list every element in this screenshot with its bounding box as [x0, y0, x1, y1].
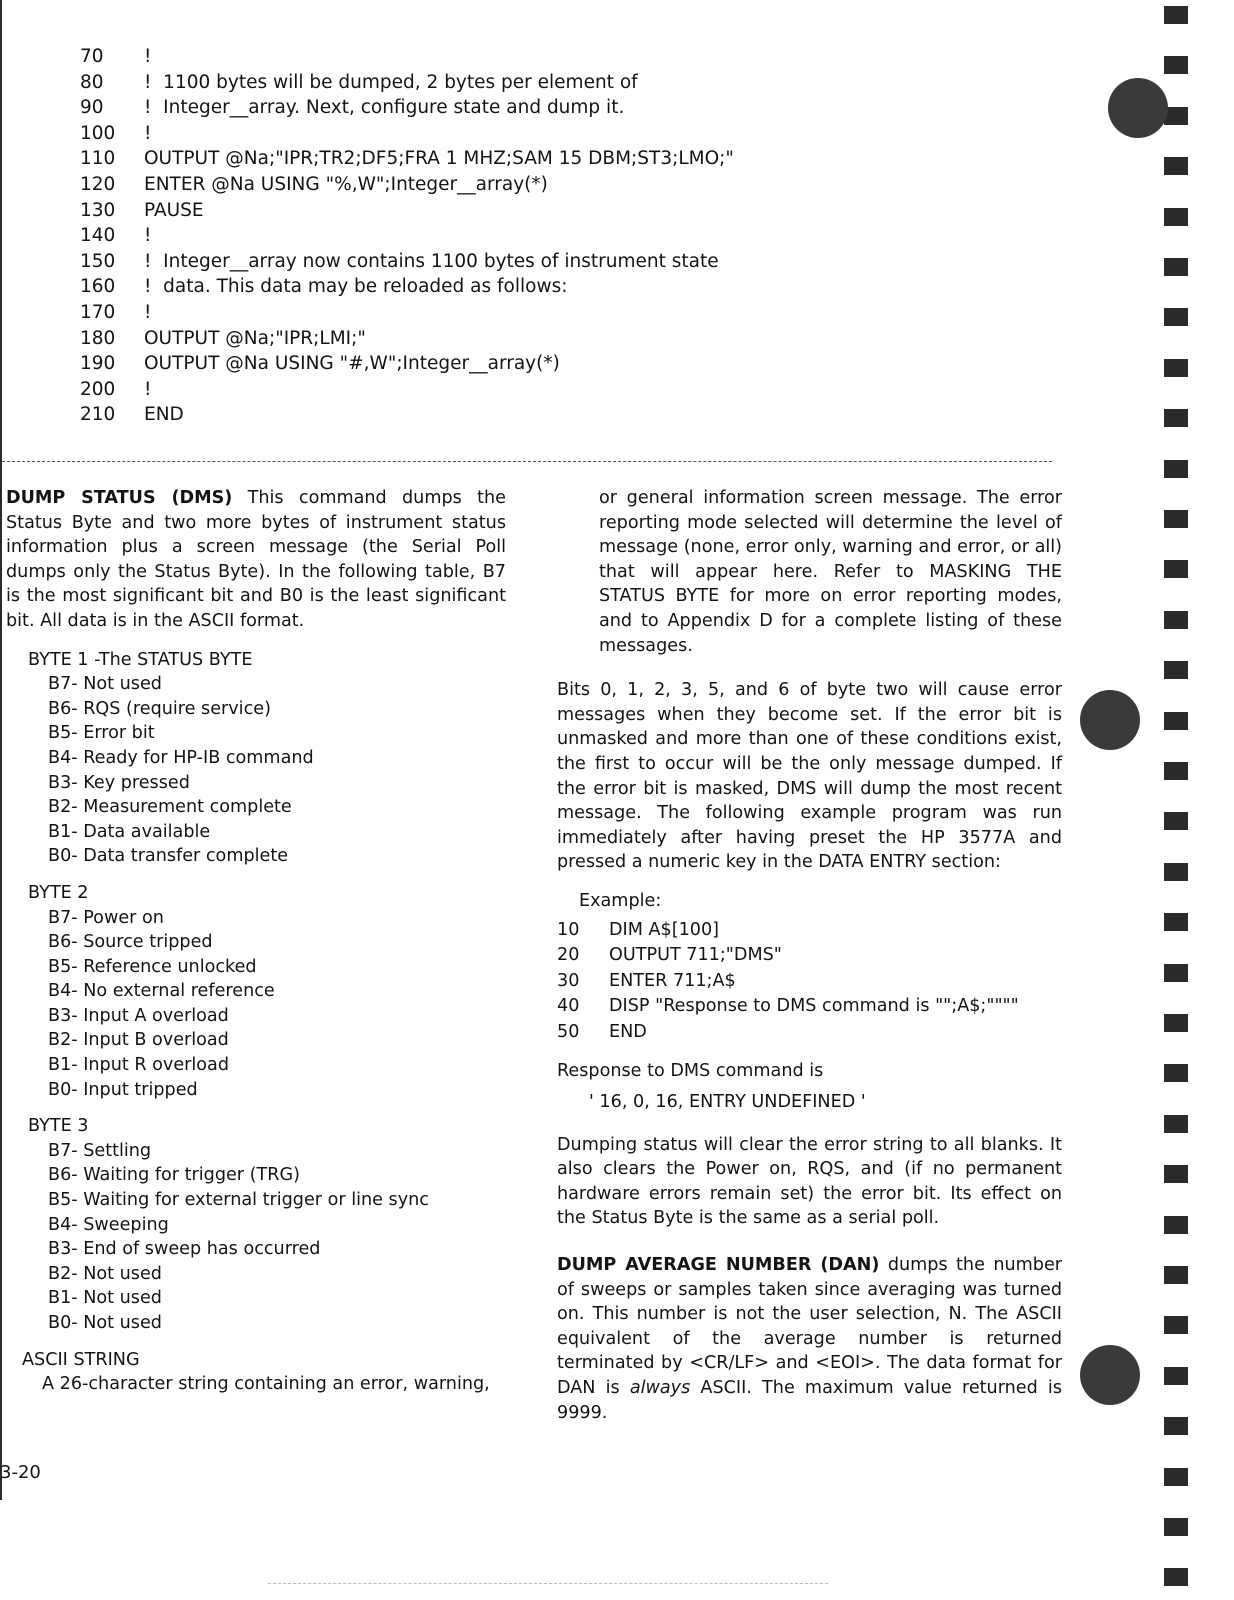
dan-heading: DUMP AVERAGE NUMBER (DAN): [557, 1255, 880, 1276]
example-title: Example:: [579, 890, 662, 911]
byte2-title: BYTE 2: [28, 882, 89, 903]
continuation-paragraph: or general information screen message. The error reporting mode selected will determine the level of message (none, error only, warning and error, or all) that will appear here. Refer to MASKING THE STATUS BYTE for more on error reporting modes, and to Appendix D for a complete listing of these messages.: [599, 488, 1062, 656]
punch-hole-middle: [1080, 690, 1140, 750]
byte3-bit-item: B5- Waiting for external trigger or line sync: [48, 1190, 429, 1211]
byte2-bit-item: B4- No external reference: [48, 981, 275, 1002]
byte1-bit-item: B4- Ready for HP-IB command: [48, 747, 314, 768]
byte3-title: BYTE 3: [28, 1116, 89, 1137]
dms-intro-text: This command dumps the Status Byte and two more bytes of instrument status information plus a screen message (the Serial Poll dumps only the Status Byte). In the following table, B7 is the most significant bit and B0 is the least significant bit. All data is in the ASCII format.: [6, 488, 506, 631]
dan-text-2: ASCII. The maximum value returned is 9999.: [557, 1378, 1062, 1423]
byte2-group: [6, 881, 506, 1102]
example-line: [557, 943, 1062, 969]
response-label: Response to DMS command is: [557, 1061, 824, 1082]
byte3-bit-item: B3- End of sweep has occurred: [48, 1239, 321, 1260]
code-line-number: 170: [80, 301, 116, 323]
byte2-bit-item: B0- Input tripped: [48, 1079, 198, 1100]
code-line: [80, 351, 1080, 377]
code-line-text: ! Integer__array now contains 1100 bytes of instrument state: [144, 250, 719, 272]
dan-always: always: [629, 1378, 691, 1398]
ascii-string-text: A 26-character string containing an error, warning,: [42, 1374, 490, 1395]
code-line-text: END: [144, 404, 184, 426]
example-line: [557, 1020, 1062, 1046]
code-line-text: OUTPUT @Na;"IPR;LMI;": [144, 327, 366, 349]
page-number: 3-20: [0, 1462, 41, 1483]
code-line-number: 130: [80, 199, 116, 221]
code-line-number: 190: [80, 353, 116, 375]
code-line-number: 210: [80, 404, 116, 426]
byte1-group: [6, 648, 506, 869]
code-listing: [80, 44, 1080, 428]
code-line-text: !: [144, 378, 152, 400]
dms-heading: DUMP STATUS (DMS): [6, 488, 233, 508]
binding-mark: [1164, 56, 1188, 74]
byte3-bit-item: B1- Not used: [48, 1288, 162, 1309]
example-line: [557, 994, 1062, 1020]
code-line: [80, 300, 1080, 326]
binding-mark: [1164, 913, 1188, 931]
code-line-text: PAUSE: [144, 199, 204, 221]
byte3-bit-item: B7- Settling: [48, 1140, 152, 1161]
binding-mark: [1164, 510, 1188, 528]
byte1-bit-item: B7- Not used: [48, 674, 162, 695]
binding-mark: [1164, 1417, 1188, 1435]
code-line: [80, 121, 1080, 147]
code-line: [80, 223, 1080, 249]
byte1-title: BYTE 1 -The STATUS BYTE: [28, 649, 253, 670]
byte2-bit-item: B5- Reference unlocked: [48, 956, 257, 977]
code-line-number: 90: [80, 97, 104, 119]
binding-mark: [1164, 762, 1188, 780]
code-line: [80, 44, 1080, 70]
code-line: [80, 172, 1080, 198]
punch-hole-top: [1108, 78, 1168, 138]
code-line-number: 80: [80, 71, 104, 93]
byte2-bit-item: B6- Source tripped: [48, 932, 213, 953]
example-line-text: DISP "Response to DMS command is "";A$;"""": [609, 996, 1019, 1017]
binding-mark: [1164, 1165, 1188, 1183]
example-line-number: 50: [557, 1021, 580, 1042]
binding-mark: [1164, 6, 1188, 24]
byte1-bit-item: B2- Measurement complete: [48, 797, 292, 818]
binding-mark: [1164, 308, 1188, 326]
ascii-string-title: ASCII STRING: [22, 1349, 140, 1370]
code-line: [80, 274, 1080, 300]
code-line-number: 150: [80, 250, 116, 272]
code-line: [80, 326, 1080, 352]
example-line-text: OUTPUT 711;"DMS": [609, 945, 782, 966]
dan-text-1: dumps the number of sweeps or samples taken since averaging was turned on. This number is not the user selection, N. The ASCII equivalent of the average number is returned terminated by <CR/LF> and <EOI>. The data format for DAN is: [557, 1255, 1063, 1398]
byte1-bit-item: B6- RQS (require service): [48, 698, 271, 719]
byte3-group: [6, 1114, 506, 1335]
code-line-number: 180: [80, 327, 116, 349]
binding-strip: [1164, 0, 1194, 1600]
binding-mark: [1164, 812, 1188, 830]
byte1-bit-item: B3- Key pressed: [48, 772, 190, 793]
code-line: [80, 146, 1080, 172]
byte3-bit-item: B0- Not used: [48, 1313, 162, 1333]
code-line: [80, 377, 1080, 403]
code-line-text: ! 1100 bytes will be dumped, 2 bytes per element of: [144, 71, 638, 93]
code-line-text: OUTPUT @Na USING "#,W";Integer__array(*): [144, 353, 560, 375]
section-divider: [2, 461, 1052, 462]
code-line-text: !: [144, 301, 152, 323]
binding-mark: [1164, 1568, 1188, 1586]
bits-paragraph: Bits 0, 1, 2, 3, 5, and 6 of byte two will cause error messages when they become set. If the error bit is unmasked and more than one of these conditions exist, the first to occur will be the only message dumped. If the error bit is masked, DMS will dump the most recent message. The following example program was run immediately after having preset the HP 3577A and pressed a numeric key in the DATA ENTRY section:: [557, 680, 1062, 873]
example-program: [557, 918, 1062, 1046]
code-line-text: !: [144, 122, 152, 144]
binding-mark: [1164, 1014, 1188, 1032]
byte2-bit-item: B2- Input B overload: [48, 1030, 229, 1051]
dan-paragraph: [557, 1253, 1062, 1425]
left-edge-rule: [0, 0, 2, 1500]
code-line-number: 140: [80, 225, 116, 247]
code-line: [80, 249, 1080, 275]
binding-mark: [1164, 258, 1188, 276]
example-line-text: DIM A$[100]: [609, 919, 720, 940]
code-line: [80, 95, 1080, 121]
binding-mark: [1164, 208, 1188, 226]
byte1-bit-item: B0- Data transfer complete: [48, 846, 289, 867]
example-line: [557, 969, 1062, 995]
response-value: ' 16, 0, 16, ENTRY UNDEFINED ': [589, 1092, 866, 1113]
code-line-text: ! Integer__array. Next, configure state and dump it.: [144, 97, 625, 119]
binding-mark: [1164, 863, 1188, 881]
code-line-number: 120: [80, 173, 116, 195]
code-line-number: 70: [80, 46, 104, 67]
code-line-number: 100: [80, 122, 116, 144]
example-line-number: 10: [557, 919, 580, 940]
byte3-bit-list: [6, 1139, 506, 1336]
binding-mark: [1164, 1064, 1188, 1082]
binding-mark: [1164, 157, 1188, 175]
code-line-text: ! data. This data may be reloaded as follows:: [144, 276, 568, 298]
left-column: [6, 486, 506, 1397]
code-line-text: OUTPUT @Na;"IPR;TR2;DF5;FRA 1 MHZ;SAM 15 DBM;ST3;LMO;": [144, 148, 734, 170]
byte2-bit-item: B1- Input R overload: [48, 1055, 230, 1076]
byte1-bit-item: B1- Data available: [48, 821, 211, 842]
punch-hole-bottom: [1080, 1345, 1140, 1405]
clear-status-paragraph: Dumping status will clear the error string to all blanks. It also clears the Power on, RQS, and (if no permanent hardware errors remain set) the error bit. Its effect on the Status Byte is the same as a serial poll.: [557, 1134, 1062, 1229]
footer-rule: [268, 1583, 828, 1584]
binding-mark: [1164, 1518, 1188, 1536]
byte1-bit-list: [6, 672, 506, 869]
byte3-bit-item: B2- Not used: [48, 1263, 162, 1284]
dms-intro-paragraph: [6, 486, 506, 634]
binding-mark: [1164, 1115, 1188, 1133]
binding-mark: [1164, 1367, 1188, 1385]
code-line-number: 160: [80, 276, 116, 298]
binding-mark: [1164, 1316, 1188, 1334]
example-line-number: 40: [557, 996, 580, 1017]
example-line-text: END: [609, 1021, 647, 1042]
byte3-bit-item: B6- Waiting for trigger (TRG): [48, 1165, 300, 1186]
code-line: [80, 198, 1080, 224]
code-line-text: !: [144, 225, 152, 247]
code-line: [80, 70, 1080, 96]
example-line-number: 20: [557, 945, 580, 966]
byte3-bit-item: B4- Sweeping: [48, 1214, 169, 1235]
binding-mark: [1164, 611, 1188, 629]
code-line: [80, 402, 1080, 428]
binding-mark: [1164, 1216, 1188, 1234]
code-line-text: ENTER @Na USING "%,W";Integer__array(*): [144, 173, 548, 195]
binding-mark: [1164, 1266, 1188, 1284]
code-line-number: 200: [80, 378, 116, 400]
byte1-bit-item: B5- Error bit: [48, 723, 155, 744]
binding-mark: [1164, 409, 1188, 427]
byte2-bit-item: B7- Power on: [48, 907, 164, 928]
binding-mark: [1164, 359, 1188, 377]
example-line: [557, 918, 1062, 944]
right-column: [557, 486, 1062, 1439]
byte2-bit-list: [6, 906, 506, 1103]
example-line-number: 30: [557, 970, 580, 991]
binding-mark: [1164, 1468, 1188, 1486]
code-line-text: !: [144, 46, 152, 67]
example-line-text: ENTER 711;A$: [609, 970, 736, 991]
binding-mark: [1164, 964, 1188, 982]
binding-mark: [1164, 661, 1188, 679]
byte2-bit-item: B3- Input A overload: [48, 1005, 229, 1026]
binding-mark: [1164, 712, 1188, 730]
binding-mark: [1164, 460, 1188, 478]
binding-mark: [1164, 560, 1188, 578]
code-line-number: 110: [80, 148, 116, 170]
